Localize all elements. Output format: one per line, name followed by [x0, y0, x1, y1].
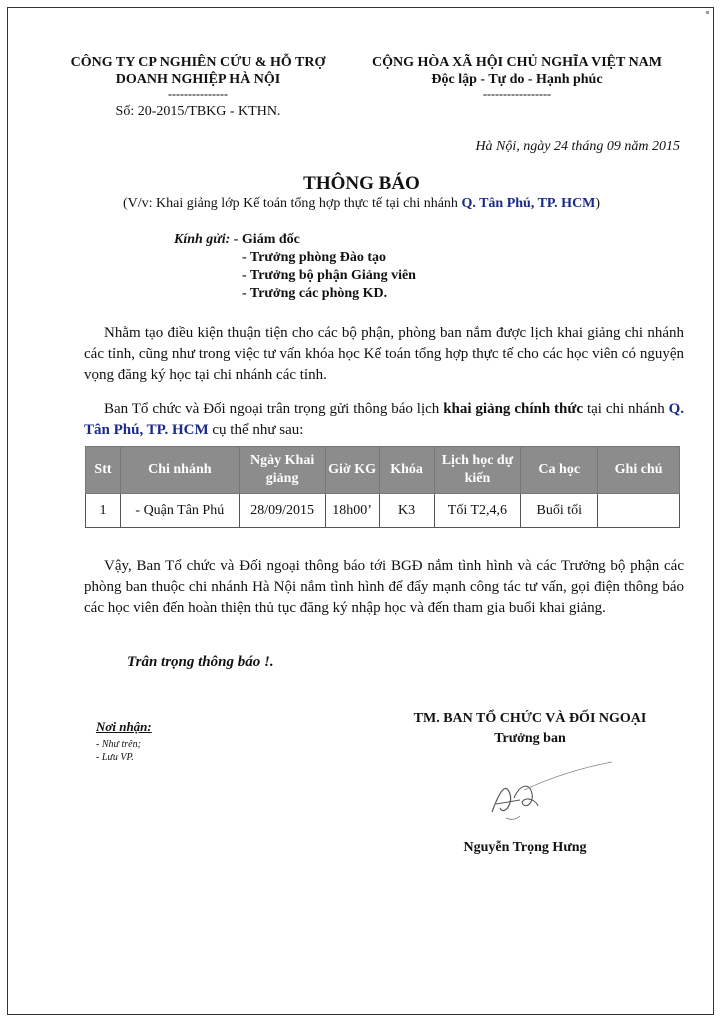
signer-role: Trưởng ban [494, 731, 566, 746]
document-number: Số: 20-2015/TBKG - KTHN. [115, 104, 281, 119]
closing-line: Trân trọng thông báo !. [127, 654, 274, 670]
receiver-item: - Lưu VP. [96, 752, 134, 763]
col-header-start-time: Giờ KG [325, 447, 379, 494]
republic-divider: ----------------- [483, 87, 551, 101]
recipient-item: - Trưởng bộ phận Giảng viên [242, 268, 416, 283]
scan-dot [706, 11, 709, 14]
subject-prefix: (V/v: Khai giảng lớp Kế toán tổng hợp thực tế tại chi nhánh [122, 196, 462, 211]
cell-shift: Buổi tối [521, 494, 598, 528]
table-header-row [86, 447, 680, 494]
company-divider: --------------- [168, 87, 228, 101]
col-header-notes: Ghi chú [598, 447, 680, 494]
p2-branch: Q. Tân Phú, TP. HCM [84, 401, 684, 438]
company-block [60, 54, 336, 100]
subject-suffix: ) [595, 196, 601, 211]
subject-branch: Q. Tân Phú, TP. HCM [461, 196, 596, 211]
paragraph-conclusion: Vậy, Ban Tổ chức và Đối ngoại thông báo tới BGĐ nắm tình hình và các Trưởng bộ phận các phòng ban thuộc chi nhánh Hà Nội nắm tình hình để đẩy mạnh công tác tư vấn, gọi điện thông báo các học viên đến hoàn thiện thủ tục đăng ký nhập học và đến tham gia buổi khai giảng. [84, 558, 684, 616]
handwritten-signature [480, 760, 620, 835]
p2-text-c: cụ thể như sau: [208, 422, 304, 438]
signer-name: Nguyễn Trọng Hưng [463, 840, 587, 855]
cell-start-date: 28/09/2015 [239, 494, 325, 528]
col-header-course: Khóa [379, 447, 434, 494]
col-header-start-date: Ngày Khai giảng [239, 447, 325, 494]
recipients-block [174, 231, 416, 303]
republic-block [352, 54, 682, 100]
col-header-shift: Ca học [521, 447, 598, 494]
republic-motto: Độc lập - Tự do - Hạnh phúc [431, 72, 603, 87]
cell-schedule: Tối T2,4,6 [434, 494, 521, 528]
company-name-line1: CÔNG TY CP NGHIÊN CỨU & HỖ TRỢ [70, 55, 326, 70]
col-header-stt: Stt [86, 447, 121, 494]
recipient-item: - Giám đốc [233, 232, 300, 247]
p2-text-b: tại chi nhánh [583, 401, 669, 417]
recipient-item: - Trưởng các phòng KD. [242, 286, 388, 301]
cell-notes [598, 494, 680, 528]
signer-organization: TM. BAN TỔ CHỨC VÀ ĐỐI NGOẠI [413, 711, 647, 726]
schedule-table [85, 446, 680, 528]
republic-title: CỘNG HÒA XÃ HỘI CHỦ NGHĨA VIỆT NAM [371, 55, 662, 70]
table-row [86, 494, 680, 528]
cell-stt: 1 [86, 494, 121, 528]
paragraph-intro: Nhằm tạo điều kiện thuận tiện cho các bộ phận, phòng ban nắm được lịch khai giảng chi nhánh các tỉnh, cũng như trong việc tư vấn khóa học Kế toán tổng hợp thực tế cho các học viên có nguyện vọng đăng ký học tại chi nhánh các tỉnh. [84, 325, 684, 383]
col-header-schedule: Lịch học dự kiến [434, 447, 521, 494]
p2-bold: khai giảng chính thức [443, 401, 584, 417]
col-header-branch: Chi nhánh [120, 447, 239, 494]
recipients-label: Kính gửi: [174, 232, 231, 247]
document-date: Hà Nội, ngày 24 tháng 09 năm 2015 [475, 139, 680, 154]
cell-course: K3 [379, 494, 434, 528]
cell-branch: - Quận Tân Phú [120, 494, 239, 528]
company-name-line2: DOANH NGHIỆP HÀ NỘI [115, 72, 281, 87]
document-title: THÔNG BÁO [303, 173, 420, 194]
receivers-label: Nơi nhận: [96, 719, 152, 734]
receivers-block [96, 719, 152, 764]
recipient-item: - Trưởng phòng Đào tạo [242, 250, 386, 265]
document-subject [0, 196, 723, 212]
receiver-item: - Như trên; [96, 739, 141, 750]
cell-start-time: 18h00’ [325, 494, 379, 528]
paragraph-announcement [84, 399, 684, 441]
p2-text-a: Ban Tổ chức và Đối ngoại trân trọng gửi thông báo lịch [104, 401, 444, 417]
